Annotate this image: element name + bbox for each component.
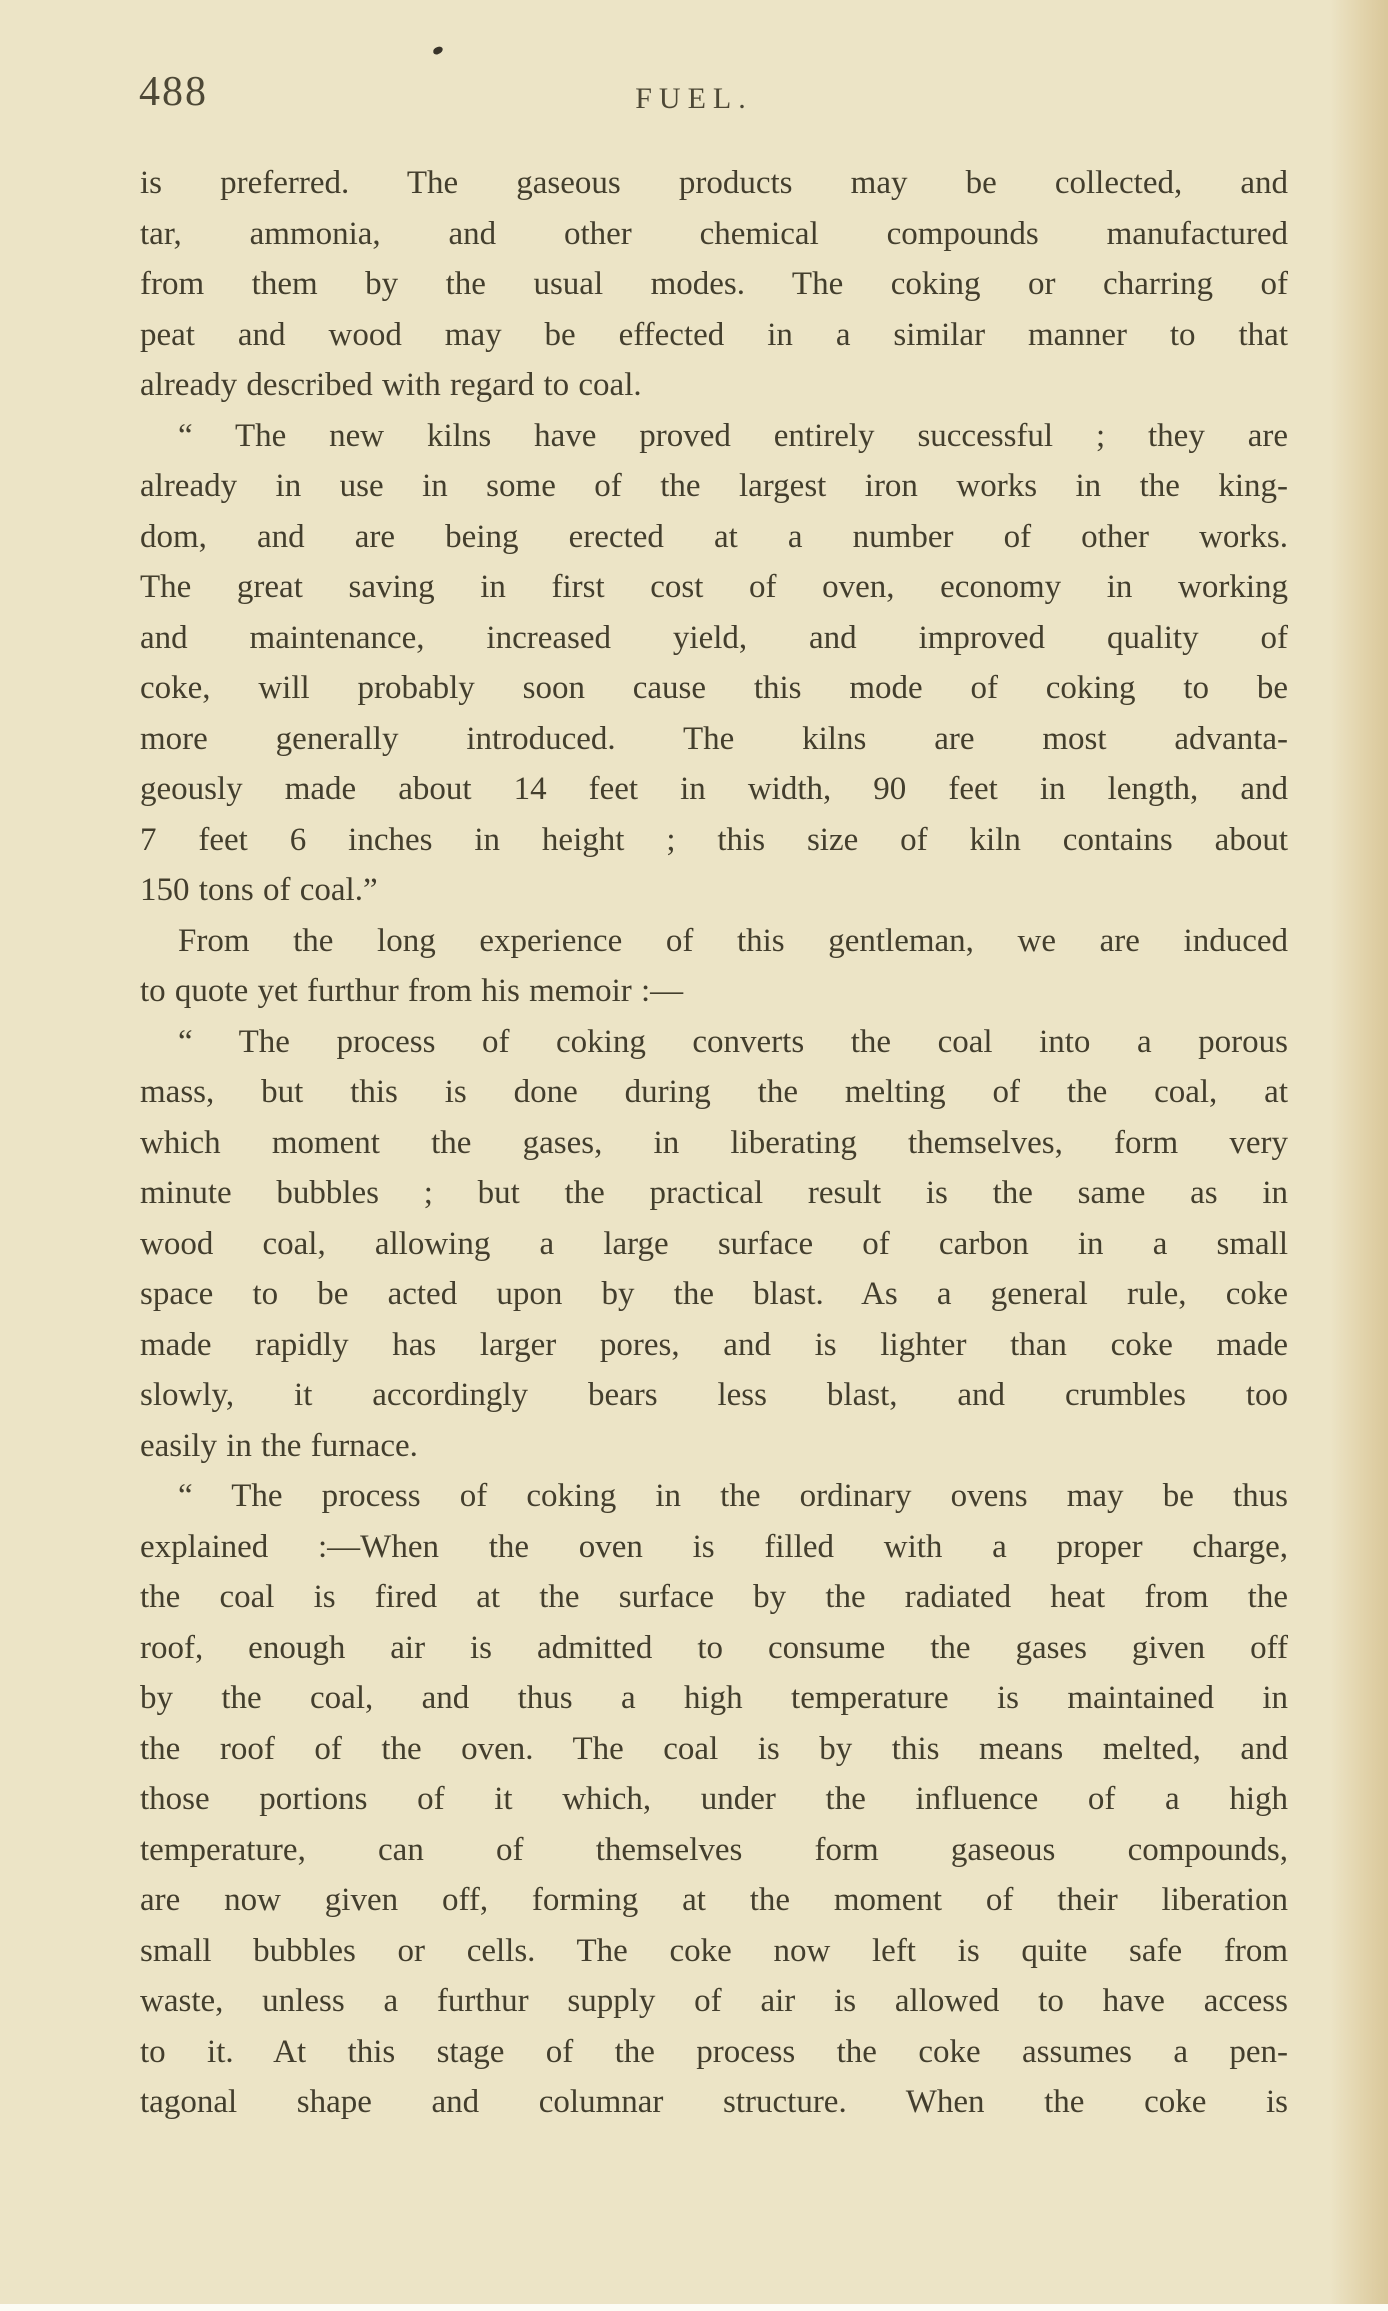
text-line: space to be acted upon by the blast. As a general rule, coke bbox=[140, 1276, 1288, 1312]
text-line: already in use in some of the largest iron works in the king- bbox=[140, 468, 1288, 504]
text-line: tagonal shape and columnar structure. When the coke is bbox=[140, 2084, 1288, 2120]
text-line: tar, ammonia, and other chemical compounds manufactured bbox=[140, 215, 1288, 252]
scan-bottom-strip bbox=[0, 2304, 1388, 2311]
text-line: to it. At this stage of the process the coke assumes a pen- bbox=[140, 2033, 1288, 2070]
text-line: the roof of the oven. The coal is by this means melted, and bbox=[140, 1730, 1288, 1767]
text-line: by the coal, and thus a high temperature is maintained in bbox=[140, 1680, 1288, 1716]
body-text bbox=[140, 158, 1288, 2128]
text-line: peat and wood may be effected in a similar manner to that bbox=[140, 316, 1288, 353]
text-line: to quote yet furthur from his memoir :— bbox=[140, 973, 684, 1009]
text-line: already described with regard to coal. bbox=[140, 367, 642, 403]
text-line: coke, will probably soon cause this mode of coking to be bbox=[140, 670, 1288, 706]
text-line: roof, enough air is admitted to consume the gases given off bbox=[140, 1629, 1288, 1666]
text-line: 150 tons of coal.” bbox=[140, 872, 378, 908]
text-line: from them by the usual modes. The coking or charring of bbox=[140, 266, 1288, 302]
text-line: explained :—When the oven is filled with a proper charge, bbox=[140, 1528, 1288, 1565]
text-line: small bubbles or cells. The coke now left is quite safe from bbox=[140, 1932, 1288, 1969]
text-line: The great saving in first cost of oven, economy in working bbox=[140, 569, 1288, 605]
text-line: minute bubbles ; but the practical result is the same as in bbox=[140, 1175, 1288, 1211]
page-number: 488 bbox=[139, 69, 208, 115]
text-line: mass, but this is done during the melting of the coal, at bbox=[140, 1074, 1288, 1110]
text-line: wood coal, allowing a large surface of carbon in a small bbox=[140, 1225, 1288, 1262]
text-line: “ The process of coking converts the coal into a porous bbox=[178, 1023, 1288, 1060]
text-line: are now given off, forming at the moment of their liberation bbox=[140, 1882, 1288, 1918]
text-line: dom, and are being erected at a number of other works. bbox=[140, 518, 1288, 555]
text-line: more generally introduced. The kilns are most advanta- bbox=[140, 720, 1288, 757]
text-line: those portions of it which, under the influence of a high bbox=[140, 1781, 1288, 1817]
text-line: waste, unless a furthur supply of air is allowed to have access bbox=[140, 1983, 1288, 2019]
running-header: FUEL. bbox=[635, 82, 753, 115]
page-edge-shading bbox=[1330, 0, 1388, 2311]
text-line: the coal is fired at the surface by the radiated heat from the bbox=[140, 1579, 1288, 1615]
ink-speck bbox=[432, 46, 444, 56]
text-line: From the long experience of this gentleman, we are induced bbox=[178, 922, 1288, 959]
text-line: 7 feet 6 inches in height ; this size of kiln contains about bbox=[140, 821, 1288, 858]
text-line: easily in the furnace. bbox=[140, 1427, 418, 1464]
text-line: “ The process of coking in the ordinary ovens may be thus bbox=[178, 1478, 1288, 1514]
text-line: slowly, it accordingly bears less blast, and crumbles too bbox=[140, 1377, 1288, 1413]
text-line: geously made about 14 feet in width, 90 feet in length, and bbox=[140, 771, 1288, 807]
text-line: and maintenance, increased yield, and improved quality of bbox=[140, 619, 1288, 656]
text-line: made rapidly has larger pores, and is lighter than coke made bbox=[140, 1326, 1288, 1363]
text-line: “ The new kilns have proved entirely successful ; they are bbox=[178, 417, 1288, 454]
text-line: which moment the gases, in liberating themselves, form very bbox=[140, 1124, 1288, 1161]
text-line: temperature, can of themselves form gaseous compounds, bbox=[140, 1831, 1288, 1868]
text-line: is preferred. The gaseous products may be collected, and bbox=[140, 165, 1288, 201]
